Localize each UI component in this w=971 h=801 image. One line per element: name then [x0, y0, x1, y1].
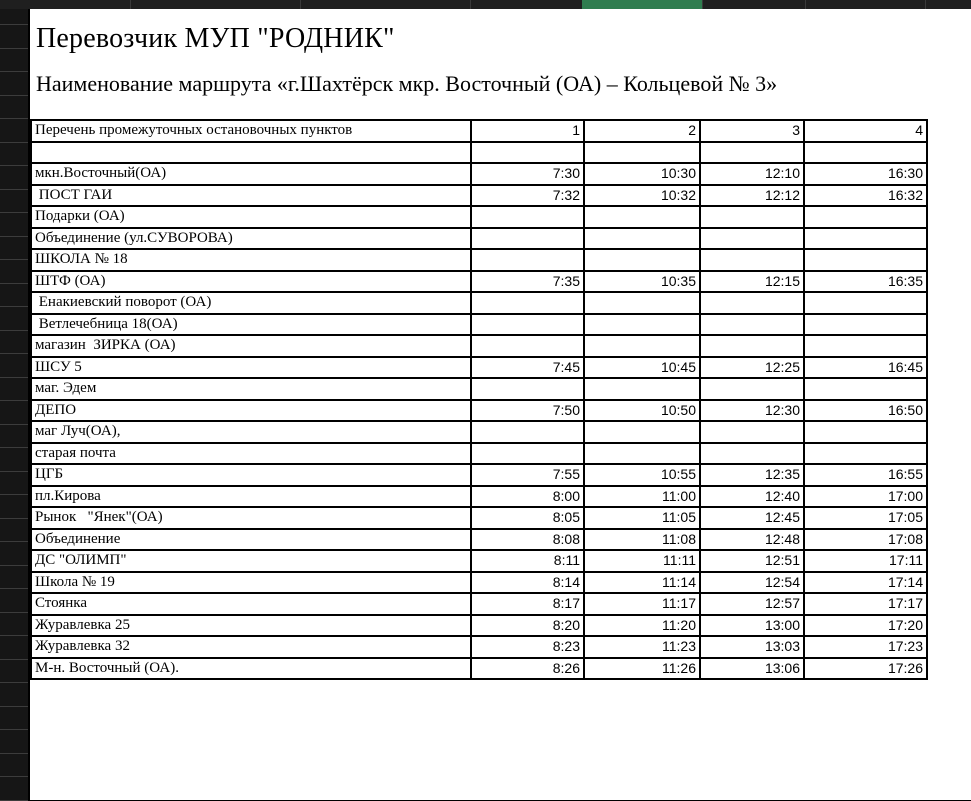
spreadsheet-row-header-gutter	[0, 9, 28, 800]
time-cell-trip-3[interactable]: 12:10	[700, 163, 804, 185]
table-row	[31, 443, 927, 465]
time-cell-trip-4[interactable]: 17:11	[804, 550, 927, 572]
time-cell-trip-1[interactable]	[471, 249, 584, 271]
time-cell-trip-3[interactable]: 12:30	[700, 400, 804, 422]
time-cell-trip-4[interactable]: 17:08	[804, 529, 927, 551]
time-cell-trip-1[interactable]	[471, 142, 584, 164]
header-trip-3-cell[interactable]: 3	[700, 120, 804, 142]
stop-name-cell[interactable]: М-н. Восточный (ОА).	[31, 658, 471, 680]
table-row	[31, 163, 927, 185]
time-cell-trip-3[interactable]: 12:48	[700, 529, 804, 551]
column-divider	[702, 0, 703, 9]
row-divider	[0, 353, 28, 354]
time-cell-trip-4[interactable]	[804, 443, 927, 465]
time-cell-trip-3[interactable]	[700, 249, 804, 271]
column-divider	[470, 0, 471, 9]
row-divider	[0, 447, 28, 448]
column-divider	[130, 0, 131, 9]
time-cell-trip-1[interactable]	[471, 335, 584, 357]
time-cell-trip-3[interactable]: 12:15	[700, 271, 804, 293]
time-cell-trip-4[interactable]: 16:35	[804, 271, 927, 293]
table-row	[31, 249, 927, 271]
time-cell-trip-4[interactable]	[804, 228, 927, 250]
table-row	[31, 572, 927, 594]
table-row	[31, 464, 927, 486]
stop-name-cell[interactable]: Ветлечебница 18(ОА)	[31, 314, 471, 336]
time-cell-trip-4[interactable]: 17:20	[804, 615, 927, 637]
time-cell-trip-2[interactable]	[584, 443, 700, 465]
header-trip-1-cell[interactable]: 1	[471, 120, 584, 142]
row-divider	[0, 259, 28, 260]
time-cell-trip-1[interactable]	[471, 206, 584, 228]
stop-name-cell[interactable]: Рынок "Янек"(ОА)	[31, 507, 471, 529]
time-cell-trip-4[interactable]: 16:50	[804, 400, 927, 422]
row-divider	[0, 612, 28, 613]
time-cell-trip-4[interactable]	[804, 249, 927, 271]
table-row	[31, 142, 927, 164]
time-cell-trip-1[interactable]: 8:17	[471, 593, 584, 615]
time-cell-trip-1[interactable]: 8:05	[471, 507, 584, 529]
table-row	[31, 206, 927, 228]
time-cell-trip-1[interactable]	[471, 228, 584, 250]
time-cell-trip-1[interactable]: 7:35	[471, 271, 584, 293]
time-cell-trip-4[interactable]: 16:45	[804, 357, 927, 379]
row-divider	[0, 588, 28, 589]
stop-name-cell[interactable]: Журавлевка 25	[31, 615, 471, 637]
column-divider	[300, 0, 301, 9]
header-stops-cell[interactable]: Перечень промежуточных остановочных пунктов	[31, 120, 471, 142]
row-divider	[0, 212, 28, 213]
row-divider	[0, 635, 28, 636]
time-cell-trip-3[interactable]	[700, 335, 804, 357]
column-divider	[805, 0, 806, 9]
time-cell-trip-3[interactable]: 12:57	[700, 593, 804, 615]
stop-name-cell[interactable]: магазин ЗИРКА (ОА)	[31, 335, 471, 357]
time-cell-trip-4[interactable]	[804, 292, 927, 314]
stop-name-cell[interactable]: Объединение (ул.СУВОРОВА)	[31, 228, 471, 250]
row-divider	[0, 471, 28, 472]
stop-name-cell[interactable]: ШСУ 5	[31, 357, 471, 379]
table-row	[31, 507, 927, 529]
table-row	[31, 185, 927, 207]
row-divider	[0, 71, 28, 72]
time-cell-trip-4[interactable]: 17:00	[804, 486, 927, 508]
time-cell-trip-2[interactable]: 11:08	[584, 529, 700, 551]
table-row	[31, 529, 927, 551]
time-cell-trip-3[interactable]	[700, 228, 804, 250]
time-cell-trip-2[interactable]	[584, 335, 700, 357]
table-row	[31, 486, 927, 508]
time-cell-trip-2[interactable]: 11:14	[584, 572, 700, 594]
time-cell-trip-2[interactable]: 11:17	[584, 593, 700, 615]
stop-name-cell[interactable]: старая почта	[31, 443, 471, 465]
row-divider	[0, 494, 28, 495]
time-cell-trip-4[interactable]	[804, 314, 927, 336]
time-cell-trip-4[interactable]	[804, 142, 927, 164]
time-cell-trip-2[interactable]: 11:05	[584, 507, 700, 529]
time-cell-trip-3[interactable]: 12:12	[700, 185, 804, 207]
stop-name-cell[interactable]	[31, 142, 471, 164]
selected-column-indicator[interactable]	[582, 0, 702, 9]
stop-name-cell[interactable]: Журавлевка 32	[31, 636, 471, 658]
row-divider	[0, 776, 28, 777]
header-trip-2-cell[interactable]: 2	[584, 120, 700, 142]
row-divider	[0, 729, 28, 730]
time-cell-trip-4[interactable]: 16:32	[804, 185, 927, 207]
column-divider	[925, 0, 926, 9]
stop-name-cell[interactable]: Школа № 19	[31, 572, 471, 594]
time-cell-trip-3[interactable]	[700, 142, 804, 164]
time-cell-trip-4[interactable]: 17:14	[804, 572, 927, 594]
time-cell-trip-3[interactable]	[700, 292, 804, 314]
time-cell-trip-1[interactable]: 8:23	[471, 636, 584, 658]
row-divider	[0, 330, 28, 331]
stop-name-cell[interactable]: маг. Эдем	[31, 378, 471, 400]
row-divider	[0, 565, 28, 566]
stop-name-cell[interactable]: Стоянка	[31, 593, 471, 615]
table-row	[31, 314, 927, 336]
row-divider	[0, 142, 28, 143]
row-divider	[0, 165, 28, 166]
stop-name-cell[interactable]: ДЕПО	[31, 400, 471, 422]
time-cell-trip-2[interactable]: 10:30	[584, 163, 700, 185]
time-cell-trip-4[interactable]	[804, 421, 927, 443]
time-cell-trip-2[interactable]	[584, 378, 700, 400]
header-trip-4-cell[interactable]: 4	[804, 120, 927, 142]
time-cell-trip-2[interactable]	[584, 142, 700, 164]
row-divider	[0, 377, 28, 378]
time-cell-trip-1[interactable]: 8:00	[471, 486, 584, 508]
time-cell-trip-2[interactable]	[584, 249, 700, 271]
time-cell-trip-2[interactable]: 10:50	[584, 400, 700, 422]
row-divider	[0, 95, 28, 96]
table-row	[31, 636, 927, 658]
time-cell-trip-3[interactable]	[700, 443, 804, 465]
table-row	[31, 400, 927, 422]
time-cell-trip-1[interactable]: 7:50	[471, 400, 584, 422]
stop-name-cell[interactable]: маг Луч(ОА),	[31, 421, 471, 443]
table-row	[31, 357, 927, 379]
time-cell-trip-4[interactable]: 16:30	[804, 163, 927, 185]
row-divider	[0, 706, 28, 707]
time-cell-trip-3[interactable]: 13:00	[700, 615, 804, 637]
time-cell-trip-1[interactable]: 7:45	[471, 357, 584, 379]
time-cell-trip-2[interactable]	[584, 421, 700, 443]
row-divider	[0, 118, 28, 119]
time-cell-trip-1[interactable]	[471, 314, 584, 336]
time-cell-trip-3[interactable]: 12:25	[700, 357, 804, 379]
row-divider	[0, 236, 28, 237]
time-cell-trip-3[interactable]: 12:54	[700, 572, 804, 594]
time-cell-trip-2[interactable]	[584, 228, 700, 250]
time-cell-trip-3[interactable]: 13:06	[700, 658, 804, 680]
spreadsheet-column-header-strip	[0, 0, 971, 9]
table-row	[31, 593, 927, 615]
time-cell-trip-2[interactable]: 11:26	[584, 658, 700, 680]
stop-name-cell[interactable]: ЦГБ	[31, 464, 471, 486]
time-cell-trip-2[interactable]: 11:11	[584, 550, 700, 572]
stop-name-cell[interactable]: ШКОЛА № 18	[31, 249, 471, 271]
time-cell-trip-3[interactable]	[700, 206, 804, 228]
carrier-title: Перевозчик МУП "РОДНИК"	[36, 23, 395, 54]
stop-name-cell[interactable]: мкн.Восточный(ОА)	[31, 163, 471, 185]
table-row	[31, 421, 927, 443]
row-divider	[0, 24, 28, 25]
time-cell-trip-1[interactable]: 8:20	[471, 615, 584, 637]
time-cell-trip-1[interactable]	[471, 443, 584, 465]
time-cell-trip-2[interactable]: 11:00	[584, 486, 700, 508]
row-divider	[0, 306, 28, 307]
row-divider	[0, 424, 28, 425]
time-cell-trip-4[interactable]: 17:23	[804, 636, 927, 658]
stop-name-cell[interactable]: Енакиевский поворот (ОА)	[31, 292, 471, 314]
time-cell-trip-3[interactable]: 13:03	[700, 636, 804, 658]
time-cell-trip-4[interactable]	[804, 378, 927, 400]
table-row	[31, 615, 927, 637]
time-cell-trip-2[interactable]	[584, 206, 700, 228]
stop-name-cell[interactable]: ДС "ОЛИМП"	[31, 550, 471, 572]
stop-name-cell[interactable]: Объединение	[31, 529, 471, 551]
row-divider	[0, 541, 28, 542]
table-row	[31, 550, 927, 572]
time-cell-trip-1[interactable]	[471, 421, 584, 443]
time-cell-trip-2[interactable]: 11:20	[584, 615, 700, 637]
time-cell-trip-4[interactable]	[804, 335, 927, 357]
table-row	[31, 228, 927, 250]
time-cell-trip-3[interactable]: 12:40	[700, 486, 804, 508]
row-divider	[0, 283, 28, 284]
stop-name-cell[interactable]: пл.Кирова	[31, 486, 471, 508]
row-divider	[0, 400, 28, 401]
row-divider	[0, 753, 28, 754]
stop-name-cell[interactable]: Подарки (ОА)	[31, 206, 471, 228]
table-row	[31, 335, 927, 357]
row-divider	[0, 682, 28, 683]
table-row	[31, 378, 927, 400]
table-row	[31, 658, 927, 680]
time-cell-trip-1[interactable]: 7:30	[471, 163, 584, 185]
table-row	[31, 292, 927, 314]
time-cell-trip-2[interactable]: 10:55	[584, 464, 700, 486]
route-title: Наименование маршрута «г.Шахтёрск мкр. Восточный (ОА) – Кольцевой № 3»	[36, 71, 778, 96]
table-row	[31, 271, 927, 293]
time-cell-trip-4[interactable]: 17:05	[804, 507, 927, 529]
stop-name-cell[interactable]: ПОСТ ГАИ	[31, 185, 471, 207]
time-cell-trip-2[interactable]	[584, 314, 700, 336]
row-divider	[0, 518, 28, 519]
time-cell-trip-4[interactable]	[804, 206, 927, 228]
row-divider	[0, 189, 28, 190]
table-header-row	[31, 120, 927, 142]
spreadsheet-sheet	[30, 9, 971, 800]
time-cell-trip-1[interactable]: 7:55	[471, 464, 584, 486]
time-cell-trip-1[interactable]: 8:26	[471, 658, 584, 680]
time-cell-trip-2[interactable]: 10:35	[584, 271, 700, 293]
time-cell-trip-3[interactable]	[700, 378, 804, 400]
time-cell-trip-2[interactable]: 10:32	[584, 185, 700, 207]
time-cell-trip-3[interactable]: 12:35	[700, 464, 804, 486]
timetable-table	[30, 119, 928, 680]
time-cell-trip-1[interactable]: 7:32	[471, 185, 584, 207]
time-cell-trip-3[interactable]	[700, 421, 804, 443]
row-divider	[0, 48, 28, 49]
time-cell-trip-1[interactable]: 8:08	[471, 529, 584, 551]
time-cell-trip-4[interactable]: 17:26	[804, 658, 927, 680]
time-cell-trip-1[interactable]	[471, 292, 584, 314]
time-cell-trip-1[interactable]	[471, 378, 584, 400]
time-cell-trip-2[interactable]	[584, 292, 700, 314]
stop-name-cell[interactable]: ШТФ (ОА)	[31, 271, 471, 293]
time-cell-trip-2[interactable]: 10:45	[584, 357, 700, 379]
time-cell-trip-3[interactable]: 12:51	[700, 550, 804, 572]
time-cell-trip-4[interactable]: 16:55	[804, 464, 927, 486]
time-cell-trip-3[interactable]	[700, 314, 804, 336]
time-cell-trip-1[interactable]: 8:14	[471, 572, 584, 594]
time-cell-trip-3[interactable]: 12:45	[700, 507, 804, 529]
row-divider	[0, 659, 28, 660]
time-cell-trip-4[interactable]: 17:17	[804, 593, 927, 615]
time-cell-trip-1[interactable]: 8:11	[471, 550, 584, 572]
time-cell-trip-2[interactable]: 11:23	[584, 636, 700, 658]
